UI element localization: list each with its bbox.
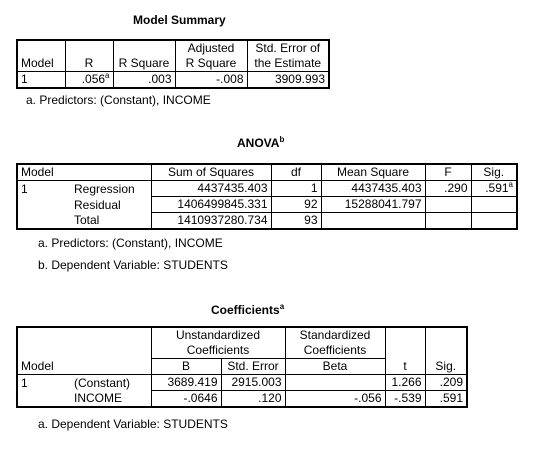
header-t: t	[385, 359, 425, 375]
header-b: B	[151, 359, 221, 375]
cell-std-error: 3909.993	[247, 72, 329, 89]
anova-title: ANOVA$^b$	[237, 135, 285, 150]
model-summary-footnote: a. Predictors: (Constant), INCOME	[26, 93, 211, 107]
header-r: R	[65, 56, 113, 72]
header-adjusted-2: R Square	[175, 56, 247, 72]
cell-r-square: .003	[113, 72, 175, 89]
model-number: 1	[17, 181, 71, 197]
header-sig: Sig.	[471, 164, 517, 181]
row-label: INCOME	[71, 391, 151, 408]
coefficients-title: Coefficients$^a$	[211, 302, 285, 317]
cell-r: .056$^a$	[65, 72, 113, 89]
cell-adj-r-square: -.008	[175, 72, 247, 89]
row-label: (Constant)	[71, 375, 151, 391]
model-number: 1	[17, 72, 65, 89]
header-std-error-1: Std. Error of	[247, 40, 329, 56]
coefficients-footnote: a. Dependent Variable: STUDENTS	[38, 417, 228, 431]
header-std-error-2: the Estimate	[247, 56, 329, 72]
coefficients-table	[16, 326, 468, 408]
header-beta: Beta	[285, 359, 385, 375]
header-r-square: R Square	[113, 56, 175, 72]
anova-table	[16, 163, 518, 230]
header-df: df	[271, 164, 321, 181]
model-summary-title: Model Summary	[133, 13, 226, 27]
header-unstandardized-1: Unstandardized	[151, 327, 285, 343]
table-row: 1 (Constant) 3689.419 2915.003 1.266 .209	[17, 375, 467, 391]
model-summary-table	[16, 39, 330, 89]
anova-footnote-b: b. Dependent Variable: STUDENTS	[38, 258, 228, 272]
header-adjusted-1: Adjusted	[175, 40, 247, 56]
anova-footnote-a: a. Predictors: (Constant), INCOME	[38, 236, 223, 250]
header-standardized-2: Coefficients	[285, 343, 385, 359]
header-sig: Sig.	[425, 359, 467, 375]
row-label: Residual	[74, 197, 121, 212]
header-sum-of-squares: Sum of Squares	[151, 164, 271, 181]
header-f: F	[425, 164, 471, 181]
table-row: INCOME -.0646 .120 -.056 -.539 .591	[17, 391, 467, 408]
row-label: Regression	[71, 181, 151, 197]
model-number: 1	[17, 375, 71, 391]
table-row: 1 Regression 4437435.403 1 4437435.403 .290 .591$^a$	[17, 181, 517, 197]
table-row: Residual 1406499845.331 92 15288041.797	[17, 197, 517, 213]
header-model: Model	[17, 56, 65, 72]
table-row: Total 1410937280.734 93	[17, 213, 517, 230]
header-unstandardized-2: Coefficients	[151, 343, 285, 359]
header-model: Model	[17, 164, 151, 181]
header-mean-square: Mean Square	[321, 164, 425, 181]
header-std-error: Std. Error	[221, 359, 285, 375]
header-model: Model	[17, 359, 151, 375]
header-standardized-1: Standardized	[285, 327, 385, 343]
table-row	[17, 72, 329, 89]
row-label: Total	[71, 213, 151, 230]
